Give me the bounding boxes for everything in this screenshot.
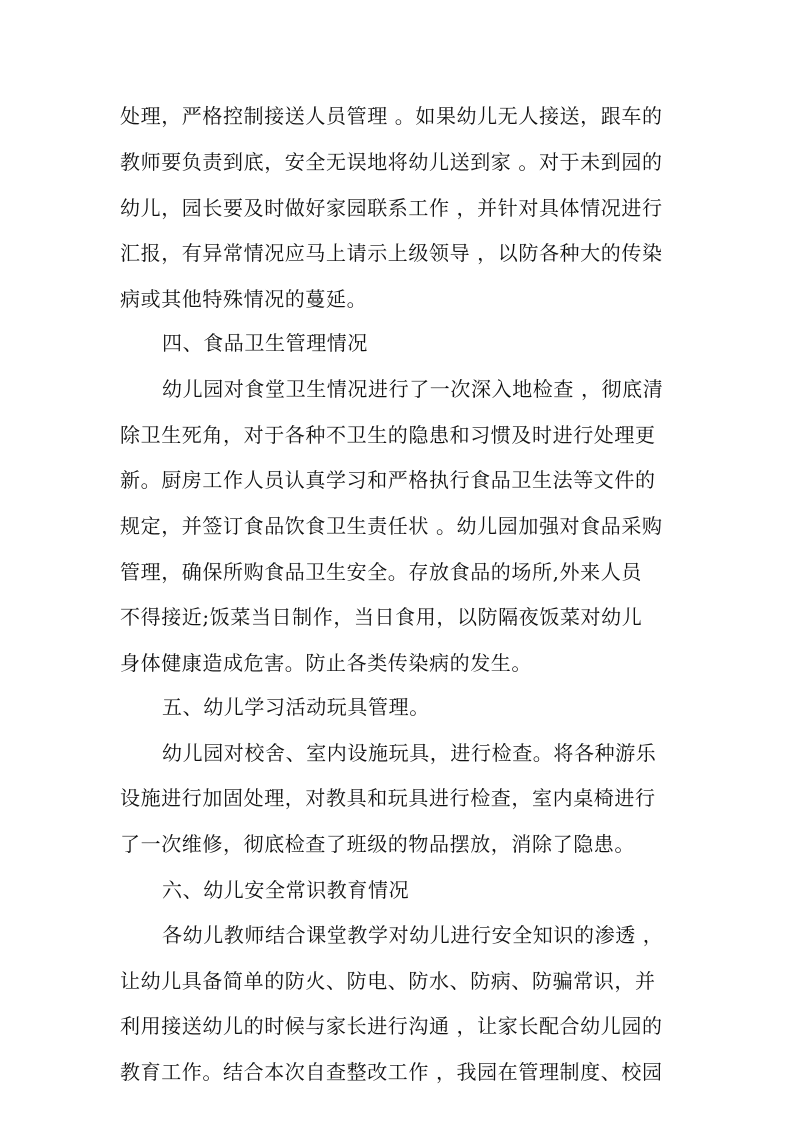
text-line: 除卫生死角，对于各种不卫生的隐患和习惯及时进行处理更: [120, 423, 656, 447]
paragraph-first-line: 幼儿园对校舍、室内设施玩具，进行检查。将各种游乐: [162, 741, 657, 765]
text-line: 让幼儿具备简单的防火、防电、防水、防病、防骗常识，并: [120, 969, 656, 993]
text-line: 教育工作。结合本次自查整改工作 ，我园在管理制度、校园: [120, 1060, 663, 1084]
section-heading: 五、幼儿学习活动玩具管理。: [162, 695, 430, 719]
paragraph-first-line: 各幼儿教师结合课堂教学对幼儿进行安全知识的渗透 ，: [162, 923, 664, 947]
paragraph-first-line: 幼儿园对食堂卫生情况进行了一次深入地检查 ，彻底清: [162, 377, 664, 401]
text-line: 利用接送幼儿的时候与家长进行沟通 ，让家长配合幼儿园的: [120, 1014, 663, 1038]
text-line: 管理，确保所购食品卫生安全。存放食品的场所,外来人员: [120, 560, 642, 584]
text-line: 身体健康造成危害。防止各类传染病的发生。: [120, 651, 532, 675]
text-line: 幼儿，园长要及时做好家园联系工作 ，并针对具体情况进行: [120, 196, 663, 220]
text-line: 处理，严格控制接送人员管理 。如果幼儿无人接送，跟车的: [120, 104, 663, 128]
text-line: 设施进行加固处理，对教具和玩具进行检查，室内桌椅进行: [120, 786, 656, 810]
text-line: 新。厨房工作人员认真学习和严格执行食品卫生法等文件的: [120, 468, 656, 492]
text-line: 不得接近;饭菜当日制作，当日食用，以防隔夜饭菜对幼儿: [120, 605, 643, 629]
text-line: 了一次维修，彻底检查了班级的物品摆放，消除了隐患。: [120, 832, 635, 856]
text-line: 病或其他特殊情况的蔓延。: [120, 287, 368, 311]
text-line: 教师要负责到底，安全无误地将幼儿送到家 。对于未到园的: [120, 150, 663, 174]
section-heading: 四、食品卫生管理情况: [162, 331, 368, 355]
text-line: 汇报，有异常情况应马上请示上级领导 ，以防各种大的传染: [120, 241, 663, 265]
text-line: 规定，并签订食品饮食卫生责任状 。幼儿园加强对食品采购: [120, 514, 663, 538]
section-heading: 六、幼儿安全常识教育情况: [162, 878, 410, 902]
